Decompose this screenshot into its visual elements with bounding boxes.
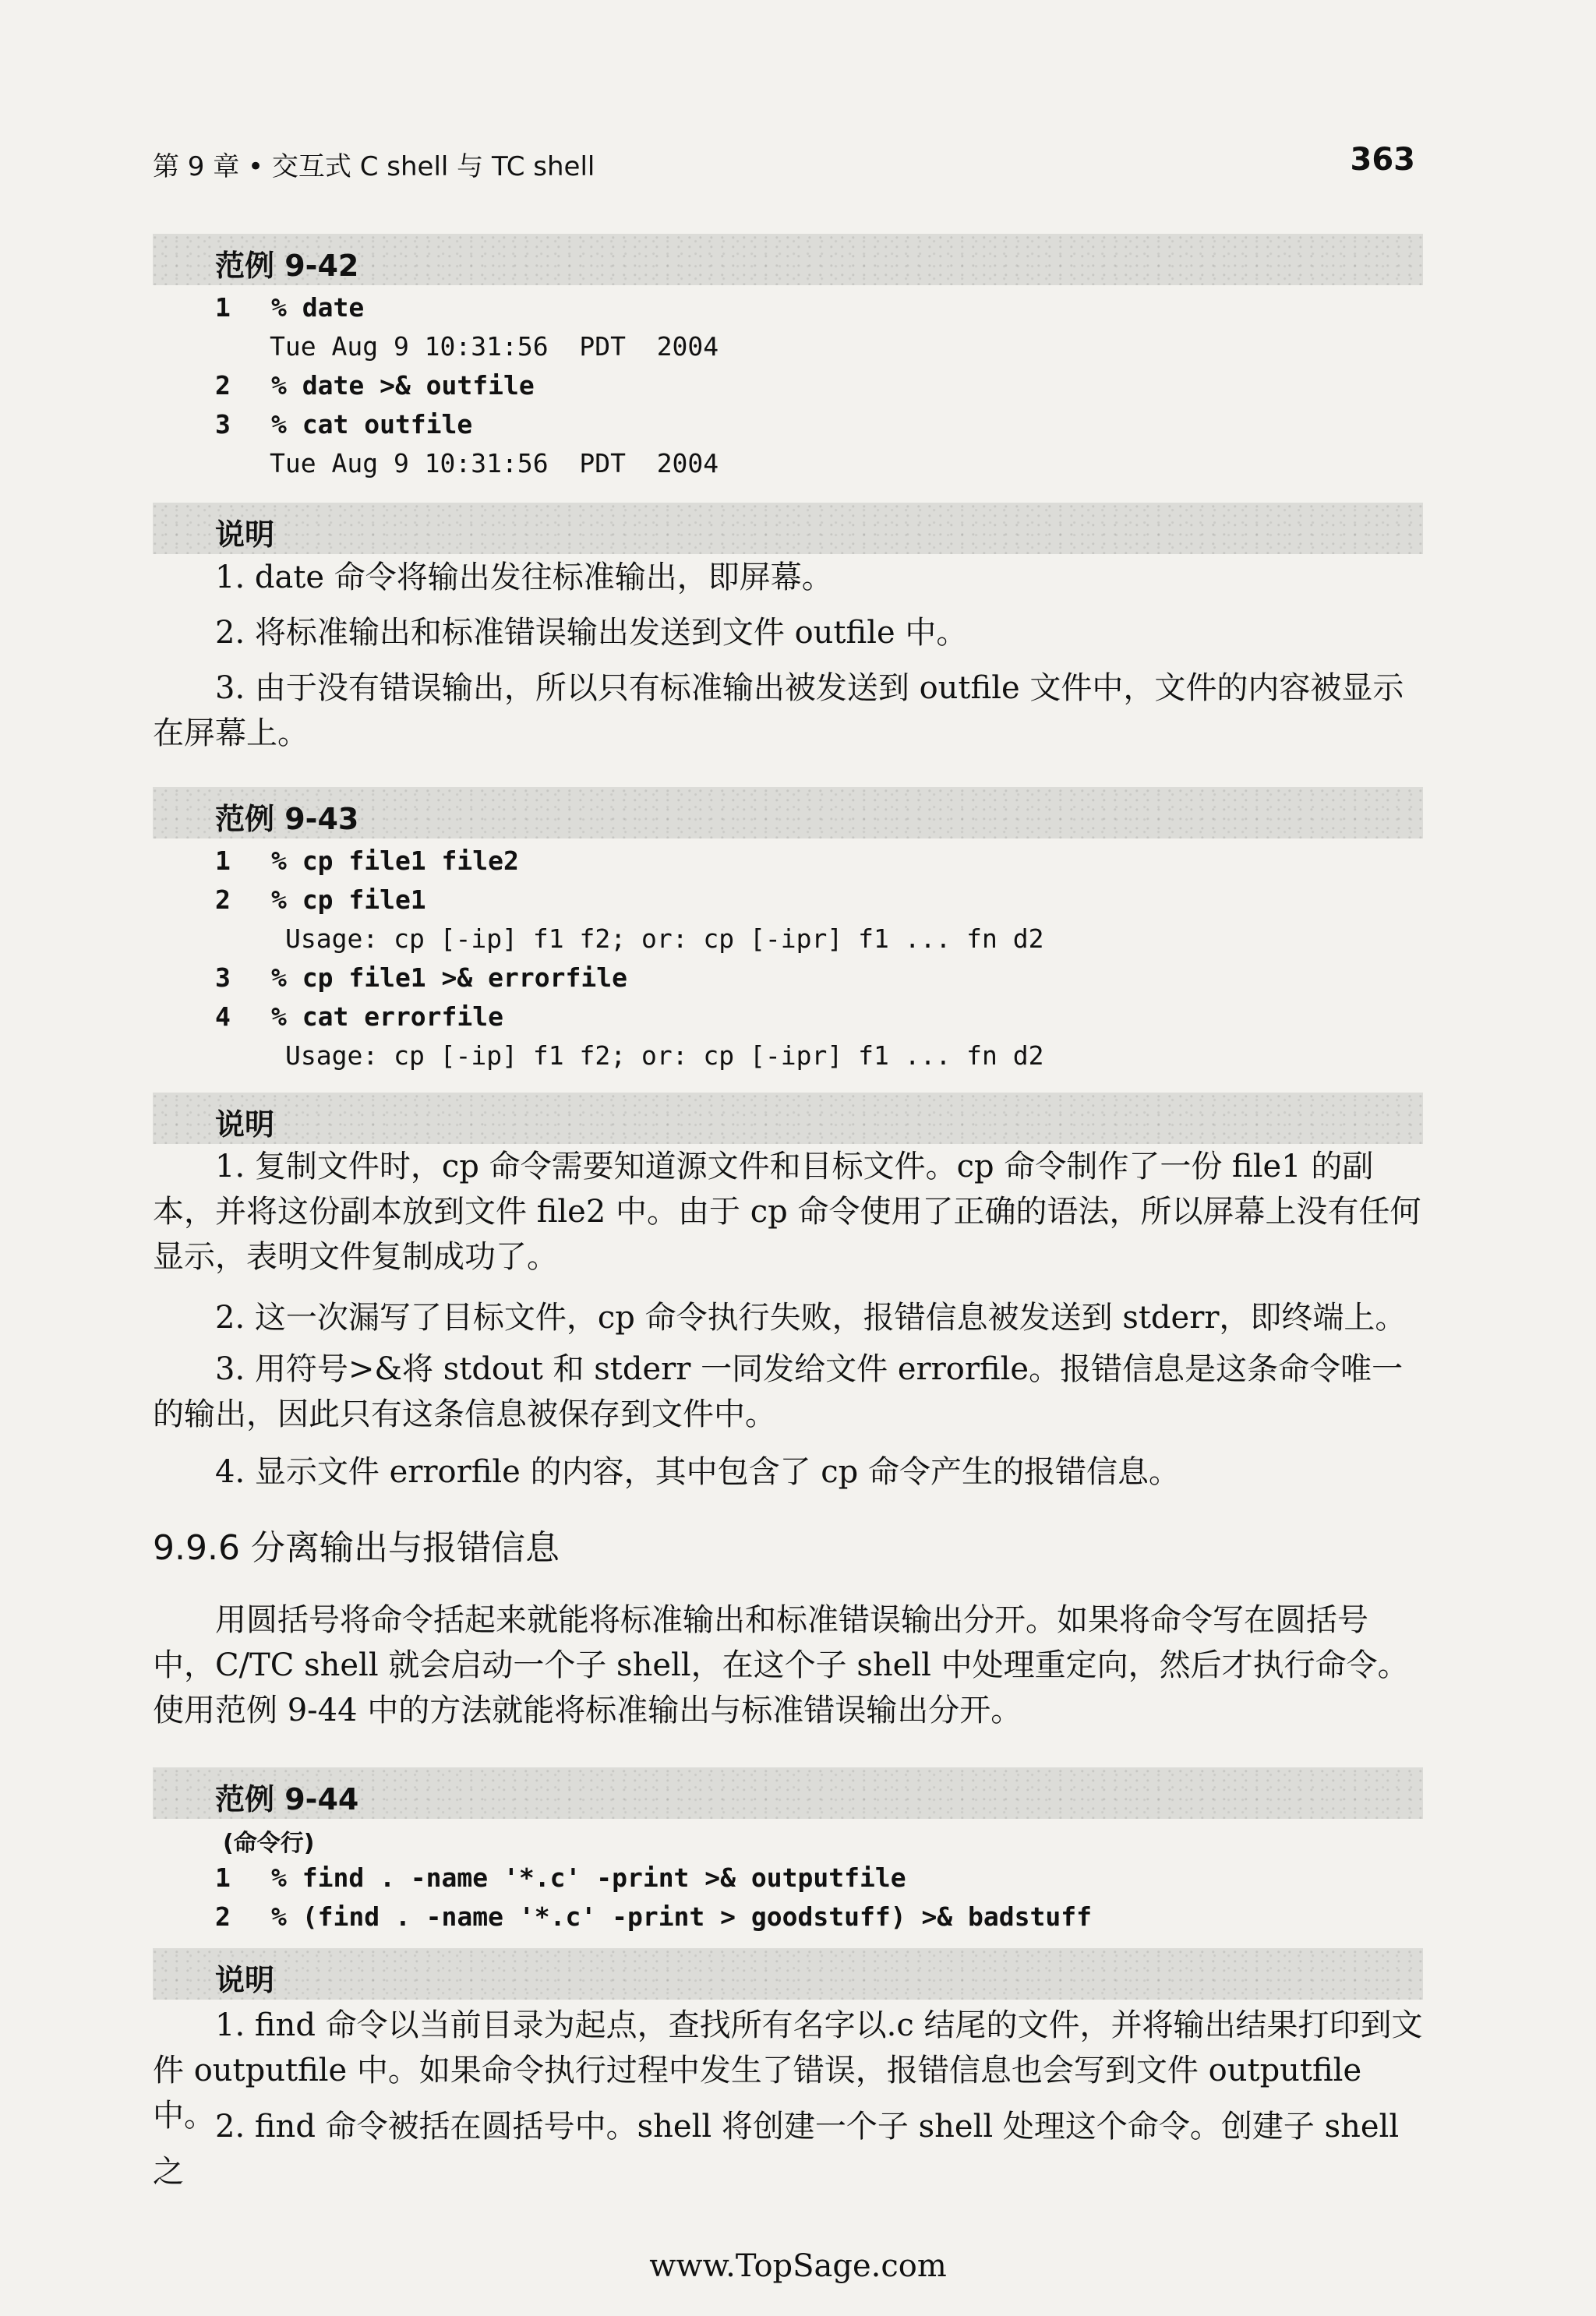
command-context-label: (命令行) [223, 1830, 315, 1857]
explanation-item: 3. 由于没有错误输出，所以只有标准输出被发送到 outfile 文件中，文件的内容被显示在屏幕上。 [153, 670, 1404, 751]
code-line: 2 % date >& outfile [215, 370, 535, 401]
code-line: 4 % cat errorfile [215, 1001, 504, 1032]
explanation-item: 1. date 命令将输出发往标准输出，即屏幕。 [215, 560, 833, 595]
code-output: Tue Aug 9 10:31:56 PDT 2004 [270, 448, 719, 478]
explanation-item: 2. 将标准输出和标准错误输出发送到文件 outfile 中。 [215, 615, 968, 651]
explanation-item: 4. 显示文件 errorfile 的内容，其中包含了 cp 命令产生的报错信息。 [215, 1454, 1181, 1490]
example-label: 范例 9-44 [215, 1782, 359, 1816]
code-output: Usage: cp [-ip] f1 f2; or: cp [-ipr] f1 ... fn d2 [285, 923, 1044, 954]
explanation-label-band [153, 1948, 1423, 2000]
explanation-label: 说明 [215, 1107, 275, 1142]
explanation-item: 2. find 命令被括在圆括号中。shell 将创建一个子 shell 处理这个命令。创建子 shell 之 [153, 2109, 1400, 2190]
code-line: 1 % cp file1 file2 [215, 846, 519, 876]
chapter-title: 第 9 章 • 交互式 C shell 与 TC shell [153, 151, 595, 182]
code-output: Tue Aug 9 10:31:56 PDT 2004 [270, 331, 719, 362]
explanation-item: 1. 复制文件时，cp 命令需要知道源文件和目标文件。cp 命令制作了一份 file1 的副本，并将这份副本放到文件 file2 中。由于 cp 命令使用了正确的语法，所以屏幕上没有任何显示，表明文件复制成功了。 [153, 1149, 1421, 1275]
explanation-item: 2. 这一次漏写了目标文件，cp 命令执行失败，报错信息被发送到 stderr，即终端上。 [215, 1300, 1407, 1336]
explanation-label: 说明 [215, 517, 275, 552]
explanation-label-band [153, 1093, 1423, 1144]
code-line: 1 % find . -name '*.c' -print >& outputfile [215, 1862, 906, 1893]
code-output: Usage: cp [-ip] f1 f2; or: cp [-ipr] f1 ... fn d2 [285, 1040, 1044, 1071]
section-heading: 9.9.6 分离输出与报错信息 [153, 1528, 560, 1568]
example-label: 范例 9-43 [215, 802, 359, 836]
explanation-label-band [153, 503, 1423, 554]
code-line: 2 % cp file1 [215, 884, 426, 915]
explanation-item: 1. find 命令以当前目录为起点，查找所有名字以.c 结尾的文件，并将输出结果打印到文件 outputfile 中。如果命令执行过程中发生了错误，报错信息也会写到文件 outputfile 中。 [153, 2007, 1423, 2134]
explanation-item: 3. 用符号>&将 stdout 和 stderr 一同发给文件 errorfile。报错信息是这条命令唯一的输出，因此只有这条信息被保存到文件中。 [153, 1351, 1404, 1432]
code-line: 3 % cp file1 >& errorfile [215, 962, 627, 993]
code-line: 1 % date [215, 292, 365, 323]
footer-url: www.TopSage.com [649, 2248, 947, 2284]
section-body: 用圆括号将命令括起来就能将标准输出和标准错误输出分开。如果将命令写在圆括号中，C/TC shell 就会启动一个子 shell，在这个子 shell 中处理重定向，然后才执行命令。使用范例 9-44 中的方法就能将标准输出与标准错误输出分开。 [153, 1602, 1409, 1728]
explanation-label: 说明 [215, 1963, 275, 1997]
code-line: 3 % cat outfile [215, 409, 473, 440]
code-line: 2 % (find . -name '*.c' -print > goodstuff) >& badstuff [215, 1901, 1092, 1932]
example-label: 范例 9-42 [215, 249, 359, 283]
page-header [153, 142, 1415, 189]
page-number: 363 [1350, 142, 1415, 178]
